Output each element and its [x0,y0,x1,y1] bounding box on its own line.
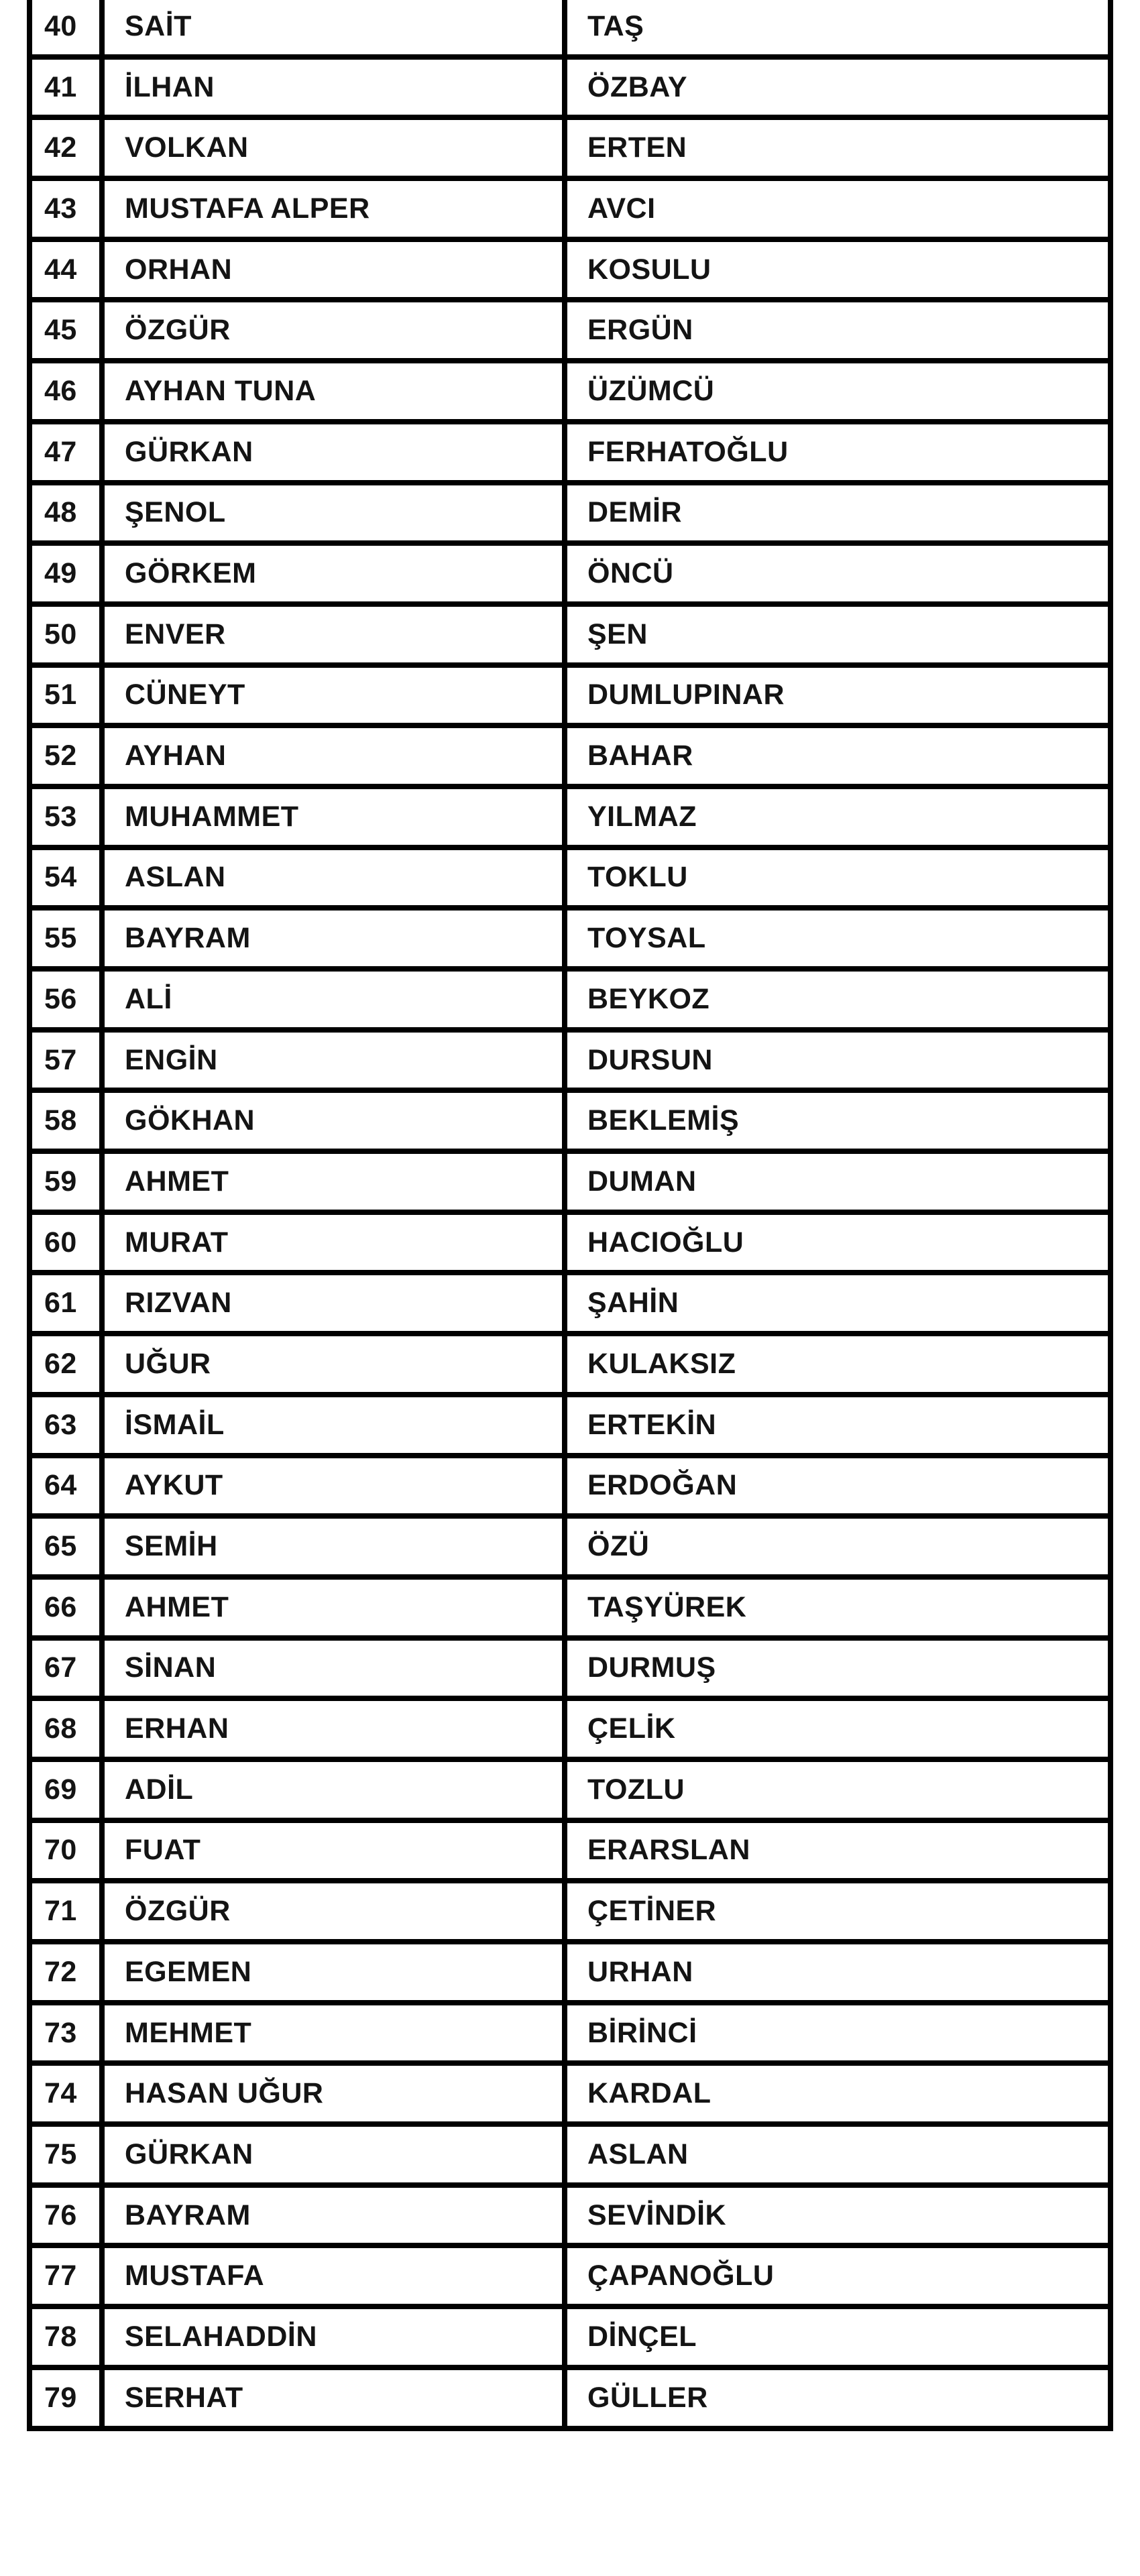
first-name-cell: VOLKAN [102,117,565,178]
row-number-cell: 40 [30,0,102,57]
row-number-cell: 60 [30,1212,102,1273]
first-name-cell: İSMAİL [102,1395,565,1456]
last-name-cell: FERHATOĞLU [565,422,1110,483]
last-name-cell: TOYSAL [565,908,1110,969]
last-name-cell: ÇAPANOĞLU [565,2245,1110,2306]
last-name-cell: BEYKOZ [565,969,1110,1030]
table-row [30,2306,1110,2367]
row-number-cell: 71 [30,1881,102,1942]
first-name-cell: MEHMET [102,2003,565,2064]
table-row [30,1759,1110,1820]
last-name-cell: GÜLLER [565,2367,1110,2428]
last-name-cell: ŞEN [565,604,1110,665]
table-row [30,117,1110,178]
first-name-cell: GÖRKEM [102,543,565,604]
row-number-cell: 77 [30,2245,102,2306]
last-name-cell: DURSUN [565,1030,1110,1091]
first-name-cell: EGEMEN [102,1942,565,2003]
table-row [30,1942,1110,2003]
last-name-cell: ERDOĞAN [565,1456,1110,1517]
last-name-cell: SEVİNDİK [565,2185,1110,2246]
row-number-cell: 66 [30,1577,102,1638]
table-row [30,300,1110,361]
first-name-cell: ERHAN [102,1698,565,1759]
row-number-cell: 53 [30,786,102,847]
table-row [30,1030,1110,1091]
first-name-cell: ALİ [102,969,565,1030]
first-name-cell: FUAT [102,1820,565,1881]
table-row [30,1881,1110,1942]
last-name-cell: TAŞYÜREK [565,1577,1110,1638]
table-row [30,2367,1110,2428]
first-name-cell: ORHAN [102,239,565,300]
row-number-cell: 51 [30,665,102,726]
first-name-cell: GÜRKAN [102,422,565,483]
row-number-cell: 76 [30,2185,102,2246]
row-number-cell: 65 [30,1516,102,1577]
last-name-cell: KARDAL [565,2063,1110,2124]
table-row [30,1212,1110,1273]
table-row [30,361,1110,422]
last-name-cell: TAŞ [565,0,1110,57]
row-number-cell: 78 [30,2306,102,2367]
name-table [27,0,1113,2431]
first-name-cell: SELAHADDİN [102,2306,565,2367]
row-number-cell: 46 [30,361,102,422]
table-row [30,847,1110,909]
last-name-cell: HACIOĞLU [565,1212,1110,1273]
last-name-cell: URHAN [565,1942,1110,2003]
table-row [30,543,1110,604]
table-row [30,239,1110,300]
last-name-cell: DUMAN [565,1151,1110,1212]
table-row [30,2063,1110,2124]
table-row [30,1395,1110,1456]
table-row [30,1273,1110,1334]
table-row [30,57,1110,118]
first-name-cell: CÜNEYT [102,665,565,726]
row-number-cell: 75 [30,2124,102,2185]
last-name-cell: DUMLUPINAR [565,665,1110,726]
last-name-cell: BAHAR [565,725,1110,786]
table-row [30,0,1110,57]
table-row [30,1698,1110,1759]
first-name-cell: BAYRAM [102,908,565,969]
last-name-cell: ŞAHİN [565,1273,1110,1334]
first-name-cell: RIZVAN [102,1273,565,1334]
first-name-cell: GÖKHAN [102,1090,565,1151]
last-name-cell: TOZLU [565,1759,1110,1820]
first-name-cell: ASLAN [102,847,565,909]
table-row [30,1638,1110,1699]
first-name-cell: SİNAN [102,1638,565,1699]
last-name-cell: ÜZÜMCÜ [565,361,1110,422]
row-number-cell: 50 [30,604,102,665]
name-table-body [30,0,1110,2428]
first-name-cell: MURAT [102,1212,565,1273]
table-row [30,665,1110,726]
row-number-cell: 49 [30,543,102,604]
table-row [30,1456,1110,1517]
last-name-cell: ERARSLAN [565,1820,1110,1881]
last-name-cell: DEMİR [565,483,1110,544]
row-number-cell: 56 [30,969,102,1030]
last-name-cell: ÖZÜ [565,1516,1110,1577]
first-name-cell: ÖZGÜR [102,300,565,361]
first-name-cell: SEMİH [102,1516,565,1577]
row-number-cell: 73 [30,2003,102,2064]
table-row [30,786,1110,847]
table-row [30,178,1110,239]
row-number-cell: 72 [30,1942,102,2003]
first-name-cell: SERHAT [102,2367,565,2428]
first-name-cell: ENVER [102,604,565,665]
row-number-cell: 54 [30,847,102,909]
table-row [30,2124,1110,2185]
row-number-cell: 55 [30,908,102,969]
last-name-cell: ÇELİK [565,1698,1110,1759]
first-name-cell: GÜRKAN [102,2124,565,2185]
row-number-cell: 57 [30,1030,102,1091]
first-name-cell: AHMET [102,1151,565,1212]
first-name-cell: ÖZGÜR [102,1881,565,1942]
row-number-cell: 42 [30,117,102,178]
row-number-cell: 41 [30,57,102,118]
last-name-cell: KOSULU [565,239,1110,300]
last-name-cell: BİRİNCİ [565,2003,1110,2064]
row-number-cell: 64 [30,1456,102,1517]
last-name-cell: ÖZBAY [565,57,1110,118]
row-number-cell: 70 [30,1820,102,1881]
row-number-cell: 52 [30,725,102,786]
first-name-cell: İLHAN [102,57,565,118]
first-name-cell: ADİL [102,1759,565,1820]
table-row [30,908,1110,969]
table-row [30,725,1110,786]
last-name-cell: AVCI [565,178,1110,239]
first-name-cell: HASAN UĞUR [102,2063,565,2124]
table-row [30,969,1110,1030]
last-name-cell: TOKLU [565,847,1110,909]
last-name-cell: YILMAZ [565,786,1110,847]
row-number-cell: 59 [30,1151,102,1212]
row-number-cell: 61 [30,1273,102,1334]
table-row [30,1820,1110,1881]
row-number-cell: 63 [30,1395,102,1456]
first-name-cell: AYHAN TUNA [102,361,565,422]
row-number-cell: 43 [30,178,102,239]
table-row [30,604,1110,665]
table-row [30,1577,1110,1638]
first-name-cell: MUHAMMET [102,786,565,847]
table-row [30,483,1110,544]
row-number-cell: 69 [30,1759,102,1820]
last-name-cell: BEKLEMİŞ [565,1090,1110,1151]
last-name-cell: KULAKSIZ [565,1334,1110,1395]
row-number-cell: 68 [30,1698,102,1759]
first-name-cell: AYKUT [102,1456,565,1517]
row-number-cell: 45 [30,300,102,361]
table-row [30,1151,1110,1212]
first-name-cell: AHMET [102,1577,565,1638]
row-number-cell: 47 [30,422,102,483]
row-number-cell: 58 [30,1090,102,1151]
row-number-cell: 62 [30,1334,102,1395]
table-row [30,2245,1110,2306]
row-number-cell: 44 [30,239,102,300]
first-name-cell: MUSTAFA [102,2245,565,2306]
first-name-cell: ENGİN [102,1030,565,1091]
row-number-cell: 79 [30,2367,102,2428]
table-row [30,1090,1110,1151]
first-name-cell: AYHAN [102,725,565,786]
table-row [30,1334,1110,1395]
row-number-cell: 48 [30,483,102,544]
row-number-cell: 67 [30,1638,102,1699]
last-name-cell: ÖNCÜ [565,543,1110,604]
table-row [30,2003,1110,2064]
row-number-cell: 74 [30,2063,102,2124]
table-row [30,2185,1110,2246]
table-row [30,422,1110,483]
last-name-cell: ÇETİNER [565,1881,1110,1942]
last-name-cell: DİNÇEL [565,2306,1110,2367]
first-name-cell: ŞENOL [102,483,565,544]
page-bottom-margin [0,2571,1140,2576]
last-name-cell: ERGÜN [565,300,1110,361]
last-name-cell: ASLAN [565,2124,1110,2185]
first-name-cell: SAİT [102,0,565,57]
first-name-cell: UĞUR [102,1334,565,1395]
last-name-cell: ERTEKİN [565,1395,1110,1456]
first-name-cell: BAYRAM [102,2185,565,2246]
first-name-cell: MUSTAFA ALPER [102,178,565,239]
table-row [30,1516,1110,1577]
last-name-cell: DURMUŞ [565,1638,1110,1699]
last-name-cell: ERTEN [565,117,1110,178]
